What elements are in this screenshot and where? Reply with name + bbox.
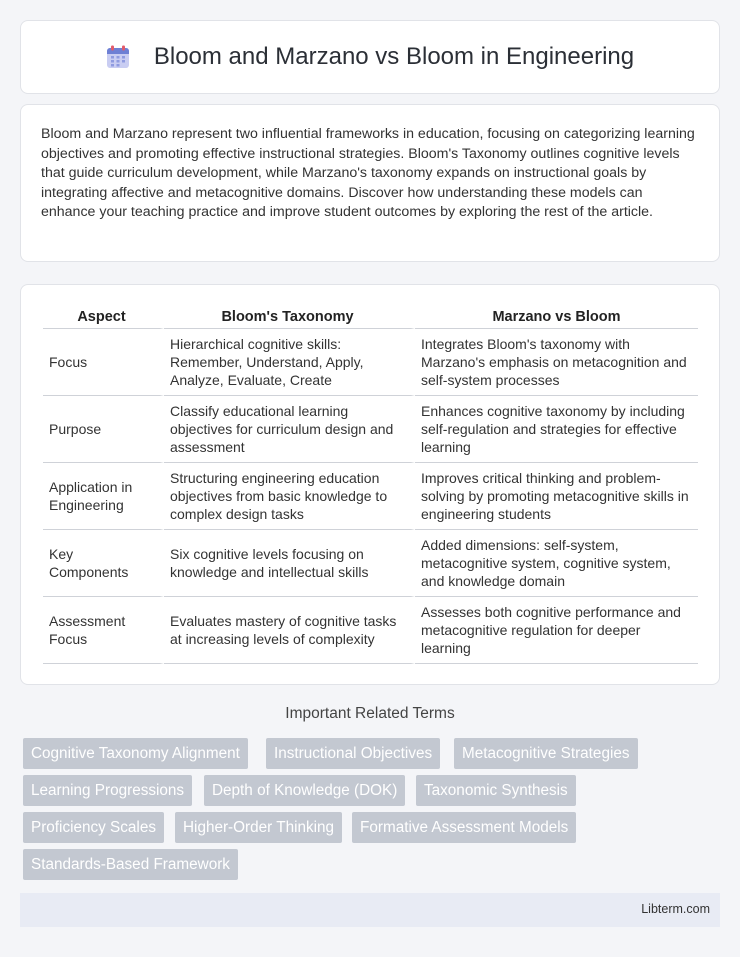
marzano-cell: Added dimensions: self-system, metacognitive system, cognitive system, and knowledge domain bbox=[415, 530, 698, 597]
marzano-cell: Improves critical thinking and problem-solving by promoting metacognitive skills in engineering students bbox=[415, 463, 698, 530]
bloom-cell: Six cognitive levels focusing on knowledge and intellectual skills bbox=[164, 530, 415, 597]
table-row bbox=[43, 329, 698, 396]
related-term-tag[interactable]: Standards-Based Framework bbox=[23, 849, 238, 880]
related-term-tag[interactable]: Metacognitive Strategies bbox=[454, 738, 638, 769]
related-term-tag[interactable]: Proficiency Scales bbox=[23, 812, 164, 843]
aspect-cell: Focus bbox=[43, 329, 164, 396]
bloom-cell: Classify educational learning objectives for curriculum design and assessment bbox=[164, 396, 415, 463]
related-term-tag[interactable]: Depth of Knowledge (DOK) bbox=[204, 775, 405, 806]
bloom-cell: Structuring engineering education objectives from basic knowledge to complex design tasks bbox=[164, 463, 415, 530]
table-row bbox=[43, 463, 698, 530]
related-term-tag[interactable]: Taxonomic Synthesis bbox=[416, 775, 576, 806]
aspect-cell: Key Components bbox=[43, 530, 164, 597]
header-marzano-vs-bloom: Marzano vs Bloom bbox=[415, 303, 698, 329]
related-term-tag[interactable]: Formative Assessment Models bbox=[352, 812, 576, 843]
comparison-table-card bbox=[20, 284, 720, 685]
related-term-tag[interactable]: Learning Progressions bbox=[23, 775, 192, 806]
related-term-tag[interactable]: Cognitive Taxonomy Alignment bbox=[23, 738, 248, 769]
footer-site-link[interactable]: Libterm.com bbox=[641, 902, 710, 916]
related-term-tag[interactable]: Higher-Order Thinking bbox=[175, 812, 342, 843]
intro-card bbox=[20, 104, 720, 262]
bloom-cell: Hierarchical cognitive skills: Remember, Understand, Apply, Analyze, Evaluate, Create bbox=[164, 329, 415, 396]
aspect-cell: Purpose bbox=[43, 396, 164, 463]
page-title: Bloom and Marzano vs Bloom in Engineering bbox=[153, 43, 635, 70]
title-wrap bbox=[106, 43, 634, 71]
footer bbox=[20, 893, 720, 927]
table-row bbox=[43, 396, 698, 463]
calendar-icon bbox=[106, 45, 130, 69]
aspect-cell: Application in Engineering bbox=[43, 463, 164, 530]
table-row bbox=[43, 597, 698, 664]
header-aspect: Aspect bbox=[43, 303, 164, 329]
comparison-table bbox=[43, 303, 698, 664]
header-card bbox=[20, 20, 720, 94]
bloom-cell: Evaluates mastery of cognitive tasks at increasing levels of complexity bbox=[164, 597, 415, 664]
related-term-tag[interactable]: Instructional Objectives bbox=[266, 738, 440, 769]
table-header-row bbox=[43, 303, 698, 329]
intro-paragraph: Bloom and Marzano represent two influential frameworks in education, focusing on categorizing learning objectives and promoting effective instructional strategies. Bloom's Taxonomy outlines cognitive levels that guide curriculum development, while Marzano's taxonomy expands on instructional goals by integrating affective and metacognitive domains. Discover how understanding these models can enhance your teaching practice and improve student outcomes by exploring the rest of the article. bbox=[41, 126, 695, 221]
table-row bbox=[43, 530, 698, 597]
header-blooms-taxonomy: Bloom's Taxonomy bbox=[164, 303, 415, 329]
marzano-cell: Enhances cognitive taxonomy by including self-regulation and strategies for effective learning bbox=[415, 396, 698, 463]
marzano-cell: Assesses both cognitive performance and metacognitive regulation for deeper learning bbox=[415, 597, 698, 664]
marzano-cell: Integrates Bloom's taxonomy with Marzano's emphasis on metacognition and self-system processes bbox=[415, 329, 698, 396]
related-terms-title: Important Related Terms bbox=[285, 705, 455, 722]
aspect-cell: Assessment Focus bbox=[43, 597, 164, 664]
